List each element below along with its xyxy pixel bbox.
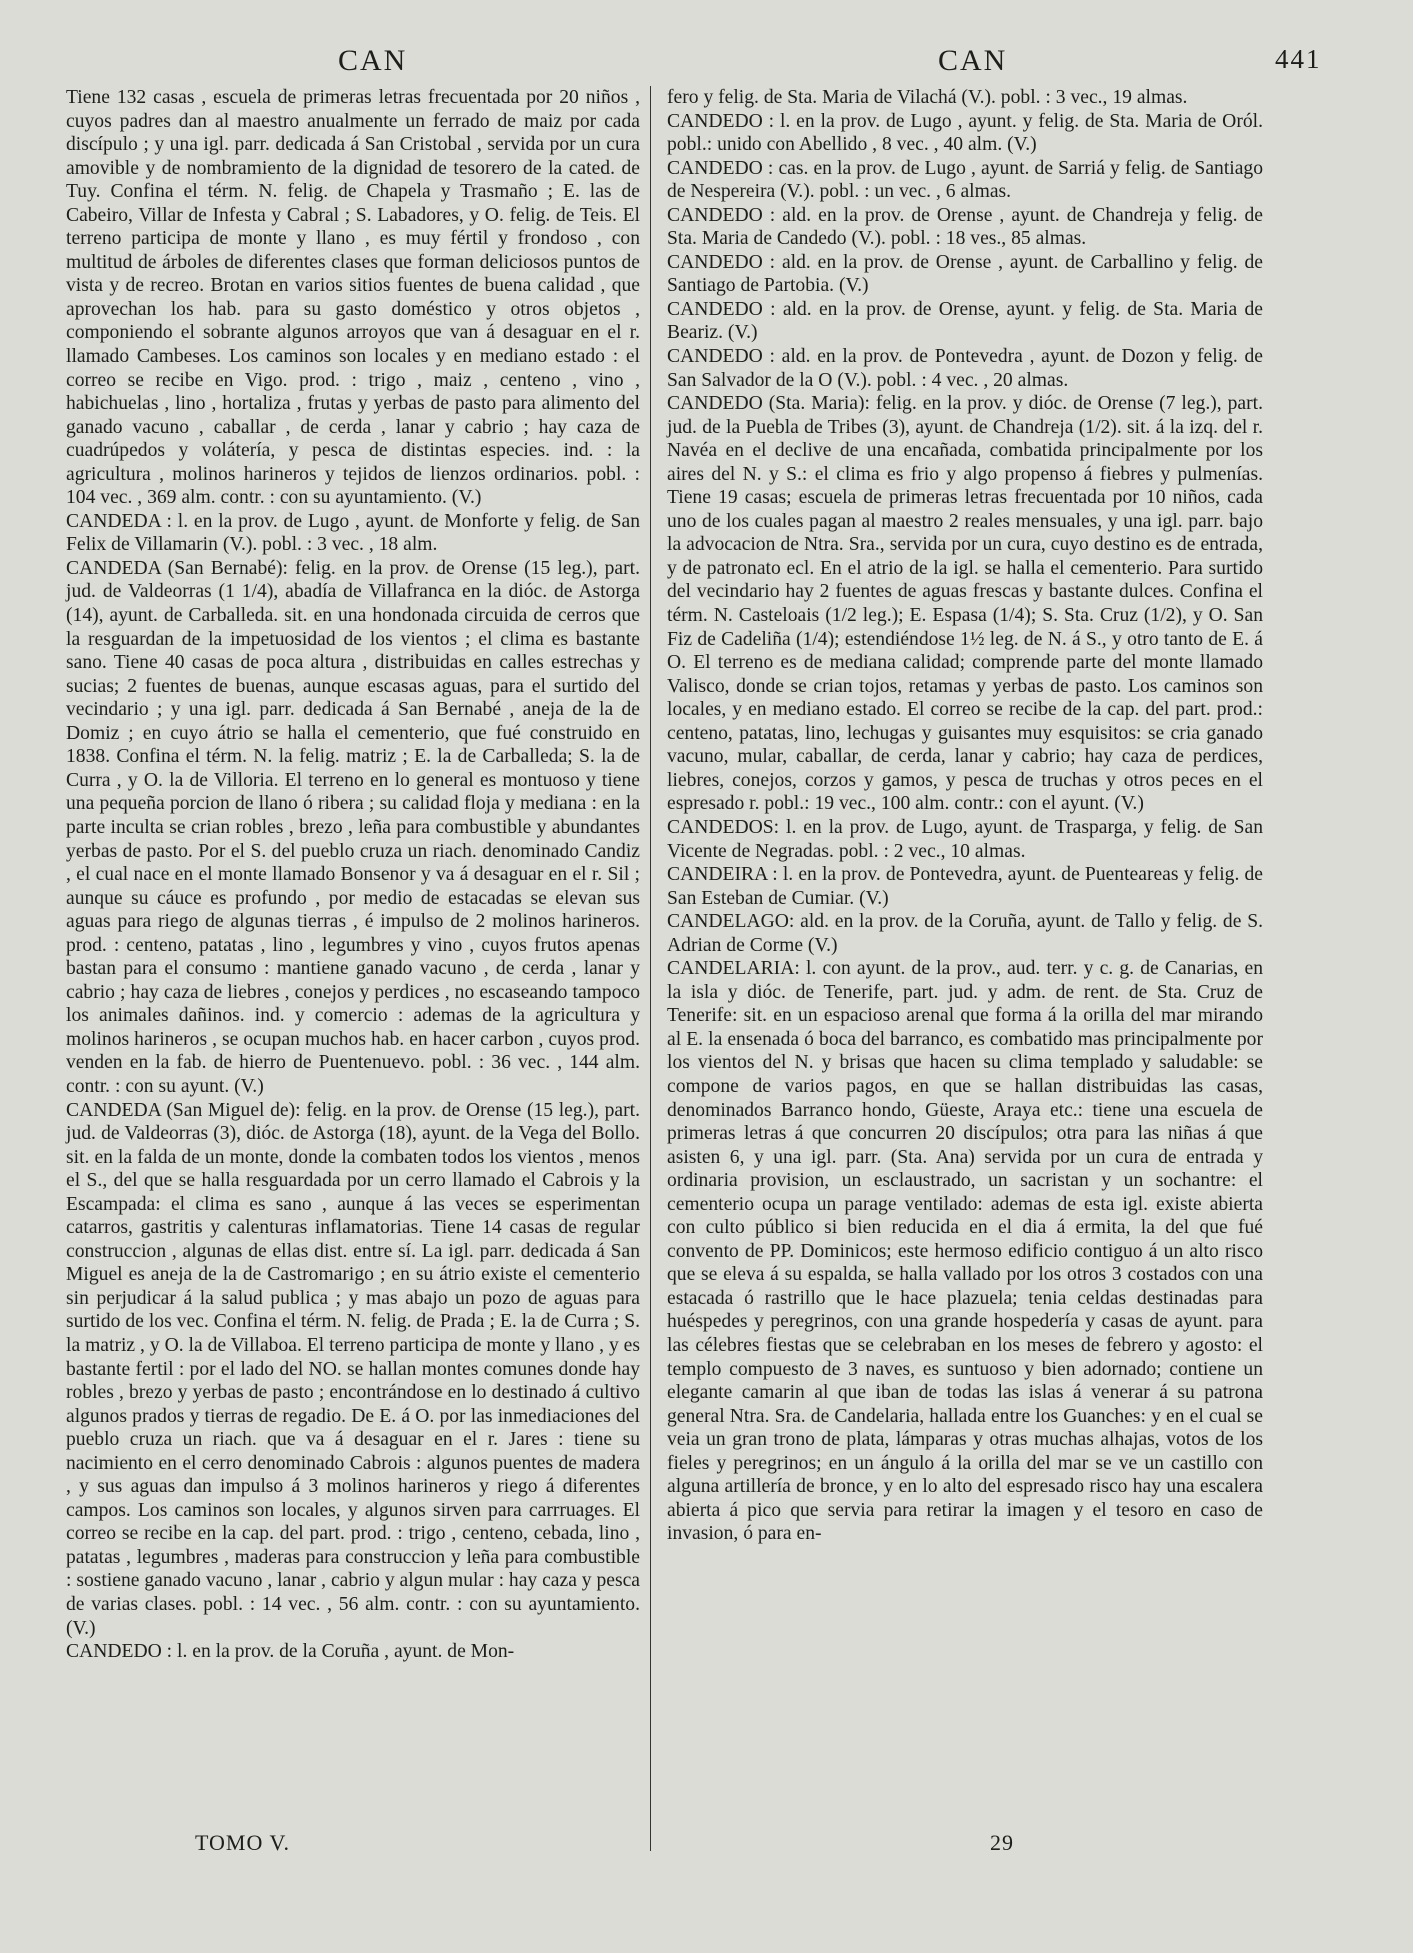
entry-paragraph: CANDELARIA: l. con ayunt. de la prov., aud. terr. y c. g. de Canarias, en la isla y dióc. de Tenerife, part. jud. y adm. de rent. de Sta. Cruz de Tenerife: sit. en un espacioso arenal que forma á la orilla del mar mirando al E. la ensenada ó boca del barranco, es combatido mas principalmente por los vientos del N. y brisas que hacen su clima templado y saludable: se compone de varios pagos, en que se hallan distribuidas las casas, denominados Barranco hondo, Güeste, Araya etc.: tiene una escuela de primeras letras á que concurren 20 discípulos; otra para las niñas á que asisten 6, y una igl. parr. (Sta. Ana) servida por un cura de entrada y ordinaria provision, un esclaustrado, un sacristan y un sochantre: el cementerio ocupa un parage ventilado: ademas de esta igl. existe abierta con culto público si bien reducida en el dia á ermita, la del que fué convento de PP. Dominicos; este hermoso edificio contiguo á un alto risco que se eleva á su espalda, se halla vallado por los otros 3 costados con una estacada ó rastrillo que le hace plazuela; tenia celdas destinadas para huéspedes y peregrinos, con una grande hospedería y casas de ayunt. para las célebres fiestas que se celebraban en los meses de febrero y agosto: el templo compuesto de 3 naves, es suntuoso y bien adornado; contiene un elegante camarin al que iban de todas las islas á venerar á su patrona general Ntra. Sra. de Candelaria, hallada entre los Guanches: y en el cual se veia un gran trono de plata, lámparas y otras muchas alhajas, votos de los fieles y peregrinos; en un ángulo á la orilla del mar se ve un castillo con alguna artillería de bronce, y en lo alto del espresado risco hay una escalera abierta á pico que servia para retirar la imagen y el tesoro en caso de invasion, ó para en- <box>667 958 1263 1545</box>
page-number: 441 <box>1275 44 1322 74</box>
running-head-left: CAN <box>338 44 408 77</box>
entry-paragraph: CANDEDO : ald. en la prov. de Pontevedra , ayunt. de Dozon y felig. de San Salvador de la O (V.). pobl. : 4 vec. , 20 almas. <box>667 346 1263 391</box>
entry-paragraph: CANDEDO : l. en la prov. de la Coruña , ayunt. de Mon- <box>66 1641 515 1663</box>
entry-paragraph: CANDEDA (San Miguel de): felig. en la prov. de Orense (15 leg.), part. jud. de Valdeorras (3), dióc. de Astorga (18), ayunt. de la Vega del Bollo. sit. en la falda de un monte, donde la combaten todos los vientos , menos el S., del que se halla resguardada por un cerro llamado el Cabrois y la Escampada: el clima es sano , aunque á las veces se esperimentan catarros, gastritis y calenturas inflamatorias. Tiene 14 casas de regular construccion , algunas de ellas dist. entre sí. La igl. parr. dedicada á San Miguel es aneja de la de Castromarigo ; en su átrio existe el cementerio sin perjudicar á la salud publica ; y mas abajo un pozo de aguas para surtido de los vec. Confina el térm. N. felig. de Prada ; E. la de Curra ; S. la matriz , y O. la de Villaboa. El terreno participa de monte y llano , y es bastante fertil : por el lado del NO. se hallan montes comunes donde hay robles , brezo y yerbas de pasto ; encontrándose en lo destinado á cultivo algunos prados y tierras de regadio. De E. á O. por las inmediaciones del pueblo cruza un riach. que va á desaguar en el r. Jares : tiene su nacimiento en el cerro denominado Cabrois : algunos puentes de madera , y sus aguas dan impulso á 3 molinos harineros y riego á diferentes campos. Los caminos son locales, y algunos sirven para carrruages. El correo se recibe en la cap. del part. prod. : trigo , centeno, cebada, lino , patatas , legumbres , maderas para construccion y leña para combustible : sostiene ganado vacuno , lanar , cabrio y algun mular : hay caza y pesca de varias clases. pobl. : 14 vec. , 56 alm. contr. : con su ayuntamiento. (V.) <box>66 1099 640 1639</box>
entry-paragraph: CANDEDA (San Bernabé): felig. en la prov. de Orense (15 leg.), part. jud. de Valdeorras (1 1/4), abadía de Villafranca en la dióc. de Astorga (14), ayunt. de Carballeda. sit. en una hondonada circuida de cerros que la resguardan de la impetuosidad de los vientos ; el clima es bastante sano. Tiene 40 casas de poca altura , distribuidas en calles estrechas y sucias; 2 fuentes de buenas, aunque escasas aguas, para el surtido del vecindario ; y una igl. parr. dedicada á San Bernabé , aneja de la de Domiz ; en cuyo átrio se halla el cementerio, que fué construido en 1838. Confina el térm. N. la felig. matriz ; E. la de Carballeda; S. la de Curra , y O. la de Villoria. El terreno en lo general es montuoso y tiene una pequeña porcion de llano ó ribera ; su calidad floja y mediana : en la parte inculta se crian robles , brezo , leña para combustible y abundantes yerbas de pasto. Por el S. del pueblo cruza un riach. denominado Candiz , el cual nace en el monte llamado Bonsenor y va á desaguar en el r. Sil ; aunque su cáuce es profundo , por medio de estacadas se elevan sus aguas para riego de algunas tierras , é impulso de 2 molinos harineros. prod. : centeno, patatas , lino , legumbres y vino , cuyos frutos apenas bastan para el consumo : mantiene ganado vacuno , de cerda , lanar y cabrio ; hay caza de liebres , conejos y perdices , no escaseando tampoco los animales dañinos. ind. y comercio : ademas de la agricultura y molinos harineros , se ocupan muchos hab. en hacer carbon , cuyos prod. venden en la fab. de hierro de Puentenuevo. pobl. : 36 vec. , 144 alm. contr. : con su ayunt. (V.) <box>66 557 640 1097</box>
left-column <box>66 86 640 1664</box>
entry-paragraph: CANDEIRA : l. en la prov. de Pontevedra, ayunt. de Puenteareas y felig. de San Esteban de Cumiar. (V.) <box>667 864 1263 909</box>
entry-paragraph: CANDEDO : ald. en la prov. de Orense , ayunt. de Carballino y felig. de Santiago de Partobia. (V.) <box>667 251 1263 297</box>
entry-paragraph: CANDEDOS: l. en la prov. de Lugo, ayunt. de Traspargа, y felig. de San Vicente de Negradas. pobl. : 2 vec., 10 almas. <box>667 816 1263 862</box>
entry-paragraph: CANDEDO : ald. en la prov. de Orense, ayunt. y felig. de Sta. Maria de Beariz. (V.) <box>667 298 1263 344</box>
entry-paragraph: Tiene 132 casas , escuela de primeras letras frecuentada por 20 niños , cuyos padres dan al maestro anualmente un ferrado de maiz por cada discípulo ; y una igl. parr. dedicada á San Cristobal , servida por un cura amovible y de nombramiento de la dignidad de tesorero de la cated. de Tuy. Confina el térm. N. felig. de Chapela y Trasmaño ; E. las de Cabeiro, Villar de Infesta y Cabral ; S. Labadores, y O. felig. de Teis. El terreno participa de monte y llano , es muy fértil y frondoso , con multitud de árboles de diferentes clases que forman deliciosos puntos de vista y de recreo. Brotan en varios sitios fuentes de buena calidad , que aprovechan los hab. para su gasto doméstico y otros objetos , componiendo el sobrante algunos arroyos que van á desaguar en el r. llamado Cambeses. Los caminos son locales y en mediano estado : el correo se recibe en Vigo. prod. : trigo , maiz , centeno , vino , habichuelas , lino , hortaliza , frutas y yerbas de pasto para alimento del ganado vacuno , caballar , de cerda , lanar y cabrio ; hay caza de cuadrúpedos y volátería, y pesca de distintas especies. ind. : la agricultura , molinos harineros y tejidos de lienzos ordinarios. pobl. : 104 vec. , 369 alm. contr. : con su ayuntamiento. (V.) <box>66 87 640 509</box>
volume-label: TOMO V. <box>195 1830 291 1855</box>
column-divider <box>650 86 651 1851</box>
right-column <box>667 86 1263 1546</box>
entry-paragraph: CANDELAGO: ald. en la prov. de la Coruña, ayunt. de Tallo y felig. de S. Adrian de Corme (V.) <box>667 911 1263 956</box>
entry-paragraph: fero y felig. de Sta. Maria de Vilachá (V.). pobl. : 3 vec., 19 almas. <box>667 87 1188 108</box>
signature-mark: 29 <box>990 1830 1014 1855</box>
entry-paragraph: CANDEDO (Sta. Maria): felig. en la prov. y dióc. de Orense (7 leg.), part. jud. de la Puebla de Tribes (3), ayunt. de Chandreja (1/2). sit. á la izq. del r. Navéa en el declive de una encañada, combatida principalmente por los aires del N. y S.: el clima es frio y algo propenso á fiebres y pulmenías. Tiene 19 casas; escuela de primeras letras frecuentada por 10 niños, cada uno de los cuales pagan al maestro 2 reales mensuales, y una igl. parr. bajo la advocacion de Ntra. Sra., servida por un cura, cuyo destino es de entrada, y de patronato ecl. En el atrio de la igl. se halla el cementerio. Para surtido del vecindario hay 2 fuentes de aguas frescas y bastante dulces. Confina el térm. N. Casteloais (1/2 leg.); E. Espasa (1/4); S. Sta. Cruz (1/2), y O. San Fiz de Cadeliña (1/4); estendiéndose 1½ leg. de N. á S., y otro tanto de E. á O. El terreno es de mediana calidad; comprende parte del monte llamado Valisco, donde se crian tojos, retamas y yerbas de pasto. Los caminos son locales, y en mediano estado. El correo se recibe de la cap. del part. prod.: centeno, patatas, lino, lechugas y guisantes muy esquisitos: se cria ganado vacuno, mular, caballar, de cerda, lanar y cabrio; hay caza de perdices, liebres, conejos, corzos y gamos, y pesca de truchas y otros peces en el espresado r. pobl.: 19 vec., 100 alm. contr.: con el ayunt. (V.) <box>667 393 1263 815</box>
entry-paragraph: CANDEDO : cas. en la prov. de Lugo , ayunt. de Sarriá y felig. de Santiago de Nespereira (V.). pobl. : un vec. , 6 almas. <box>667 157 1263 203</box>
entry-paragraph: CANDEDO : l. en la prov. de Lugo , ayunt. y felig. de Sta. Maria de Oról. pobl.: unido con Abellido , 8 vec. , 40 alm. (V.) <box>667 110 1263 156</box>
entry-paragraph: CANDEDO : ald. en la prov. de Orense , ayunt. de Chandreja y felig. de Sta. Maria de Candedo (V.). pobl. : 18 ves., 85 almas. <box>667 204 1263 250</box>
running-head-right: CAN <box>938 44 1008 77</box>
entry-paragraph: CANDEDA : l. en la prov. de Lugo , ayunt. de Monforte y felig. de San Felix de Villamarin (V.). pobl. : 3 vec. , 18 alm. <box>66 510 640 556</box>
